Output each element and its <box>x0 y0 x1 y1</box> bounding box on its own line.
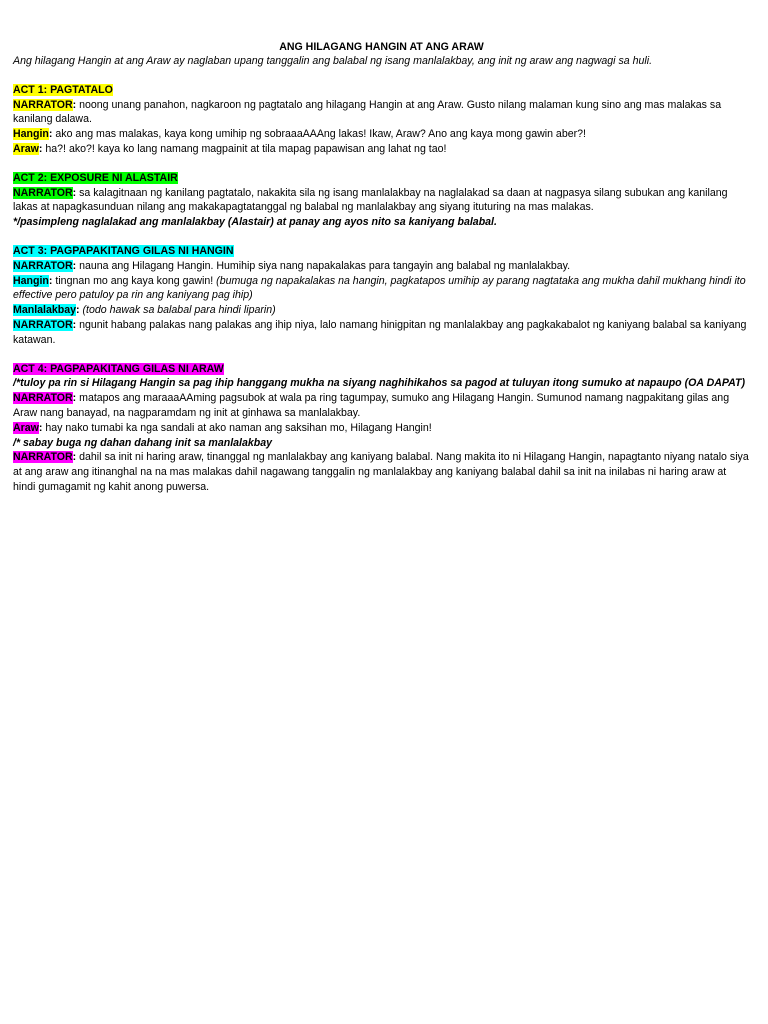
act-3-narrator-line-2 <box>13 318 750 348</box>
speaker-colon: : <box>72 318 77 331</box>
speaker-araw: Araw <box>13 142 39 155</box>
speaker-colon: : <box>72 259 77 272</box>
act-4-narrator-line <box>13 391 750 421</box>
speaker-hangin: Hangin <box>13 128 49 141</box>
speaker-colon: : <box>72 392 77 405</box>
dialogue-text: ako ang mas malakas, kaya kong umihip ng sobraaaAAAng lakas! Ikaw, Araw? Ano ang kaya mong gawin aber?! <box>52 128 586 141</box>
act-3-narrator-line <box>13 259 750 274</box>
act-3-heading: ACT 3: PAGPAPAKITANG GILAS NI HANGIN <box>13 244 234 257</box>
act-1-section <box>13 83 750 157</box>
speaker-colon: : <box>38 421 43 434</box>
act-1-narrator-line <box>13 98 750 128</box>
act-4-heading-line <box>13 362 750 377</box>
speaker-narrator: NARRATOR <box>13 98 73 111</box>
act-4-heading: ACT 4: PAGPAPAKITANG GILAS NI ARAW <box>13 362 224 375</box>
act-3-manlalakbay-line <box>13 303 750 318</box>
document-subtitle: Ang hilagang Hangin at ang Araw ay naglaban upang tanggalin ang balabal ng isang manlalakbay, ang init ng araw ang nagwagi sa huli. <box>13 55 653 67</box>
act-2-narrator-line <box>13 186 750 216</box>
speaker-narrator: NARRATOR <box>13 186 73 199</box>
speaker-narrator: NARRATOR <box>13 259 73 272</box>
speaker-narrator: NARRATOR <box>13 318 73 331</box>
act-3-heading-line <box>13 244 750 259</box>
act-4-stage-direction-2: /* sabay buga ng dahan dahang init sa manlalakbay <box>13 436 273 449</box>
act-2-section <box>13 171 750 230</box>
dialogue-text: ngunit habang palakas nang palakas ang ihip niya, lalo namang hinigpitan ng manlalakbay ang pagkakabalot ng kaniyang balabal sa kaniyang katawan. <box>13 318 747 346</box>
speaker-araw: Araw <box>13 421 39 434</box>
speaker-colon: : <box>38 142 43 155</box>
act-4-narrator-line-2 <box>13 450 750 494</box>
dialogue-text: noong unang panahon, nagkaroon ng pagtatalo ang hilagang Hangin at ang Araw. Gusto nilang malaman kung sino ang mas malakas sa kanilang dalawa. <box>13 98 722 126</box>
speaker-colon: : <box>48 128 53 141</box>
act-4-araw-line <box>13 421 750 436</box>
act-3-section <box>13 244 750 348</box>
act-4-stage-direction-1: /*tuloy pa rin si Hilagang Hangin sa pag ihip hanggang mukha na siyang naghihikahos sa pagod at tuluyan itong sumuko at napaupo (OA DAPAT) <box>13 377 746 390</box>
act-4-section <box>13 362 750 495</box>
act-2-stage-direction: */pasimpleng naglalakad ang manlalakbay (Alastair) at panay ang ayos nito sa kaniyang balabal. <box>13 216 497 229</box>
speaker-hangin: Hangin <box>13 274 49 287</box>
speaker-narrator: NARRATOR <box>13 392 73 405</box>
act-2-heading-line <box>13 171 750 186</box>
speaker-colon: : <box>48 274 53 287</box>
act-3-hangin-line <box>13 274 750 304</box>
act-2-heading: ACT 2: EXPOSURE NI ALASTAIR <box>13 171 178 184</box>
dialogue-text: matapos ang maraaaAAming pagsubok at wala pa ring tagumpay, sumuko ang Hilagang Hangin. Sumunod namang nagpakitang gilas ang Araw nang banayad, na nagparamdam ng init at ginhawa sa manlalakbay. <box>13 392 730 419</box>
dialogue-text: nauna ang Hilagang Hangin. Humihip siya nang napakalakas para tangayin ang balabal ng manlalakbay. <box>76 259 571 272</box>
act-1-heading-line <box>13 83 750 98</box>
speaker-colon: : <box>76 304 80 317</box>
speaker-manlalakbay: Manlalakbay <box>13 304 77 317</box>
speaker-colon: : <box>72 98 77 111</box>
dialogue-text: dahil sa init ni haring araw, tinanggal ng manlalakbay ang kaniyang balabal. Nang makita ito ni Hilagang Hangin, napagtanto niyang natalo siya at ang araw ang itinanghal na na mas malakas dahil nagawang tanggalin ng manlalakbay ang kaniyang balabal dahil sa init na inilabas ni haring araw at hindi gumagamit ng kahit anong puwersa. <box>13 451 749 493</box>
dialogue-text: sa kalagitnaan ng kanilang pagtatalo, nakakita sila ng isang manlalakbay na naglalakad sa daan at nagpasya silang subukan ang kanilang lakas at napagkasunduan nilang ang makakapagtatanggal ng balabal ng manlalakbay ang siyang ituturing na mas malakas. <box>13 186 728 214</box>
dialogue-text: hay nako tumabi ka nga sandali at ako naman ang saksihan mo, Hilagang Hangin! <box>42 421 432 434</box>
dialogue-text: ha?! ako?! kaya ko lang namang magpainit at tila mapag papawisan ang lahat ng tao! <box>42 142 447 155</box>
act-1-araw-line <box>13 142 750 157</box>
document-title: ANG HILAGANG HANGIN AT ANG ARAW <box>279 41 484 53</box>
act-1-hangin-line <box>13 127 750 142</box>
stage-direction: (todo hawak sa balabal para hindi liparin) <box>79 304 276 317</box>
stage-direction: (bumuga ng napakalakas na hangin, pagkatapos umihip ay parang nagtataka ang mukha dahil mukhang hindi ito effective pero patuloy pa rin ang kaniyang pag ihip) <box>13 274 746 302</box>
speaker-colon: : <box>72 186 77 199</box>
dialogue-text: tingnan mo ang kaya kong gawin! <box>52 274 217 287</box>
speaker-colon: : <box>72 451 77 464</box>
act-1-heading: ACT 1: PAGTATALO <box>13 83 113 96</box>
speaker-narrator: NARRATOR <box>13 451 73 464</box>
